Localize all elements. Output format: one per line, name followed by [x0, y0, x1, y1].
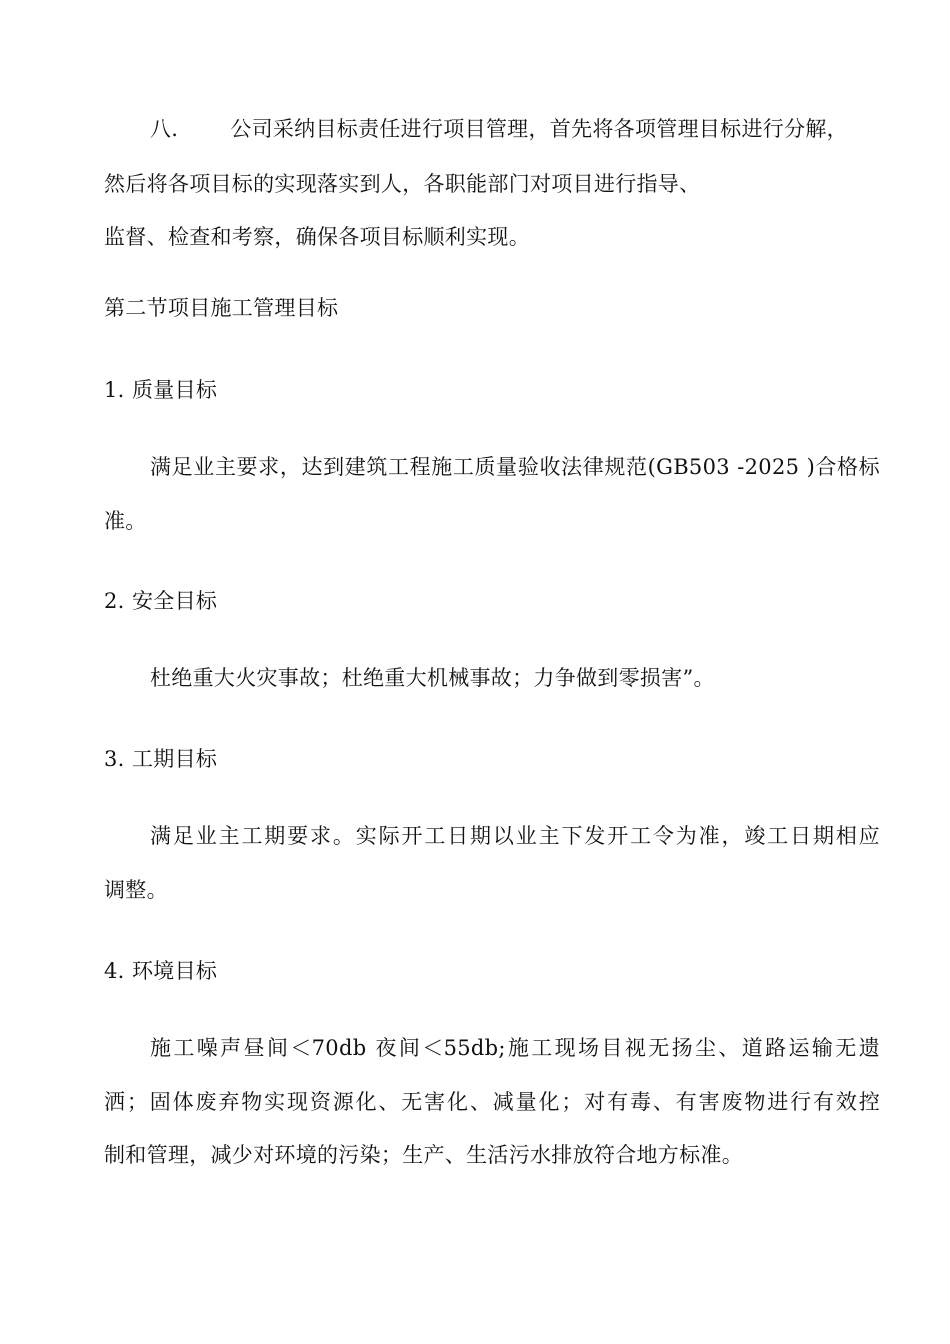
- item-4-line-1: 施工噪声昼间＜70db 夜间＜55db;施工现场目视无扬尘、道路运输无遗: [150, 1036, 880, 1060]
- item-number: 3.: [104, 747, 125, 771]
- item-3-line-2: 调整。: [104, 878, 168, 902]
- item-heading-3: [104, 744, 217, 774]
- item-number: 2.: [104, 589, 125, 613]
- item-number: 4.: [104, 959, 125, 983]
- section-title: 第二节项目施工管理目标: [104, 296, 339, 320]
- item-2-line-1: 杜绝重大火灾事故；杜绝重大机械事故；力争做到零损害”。: [150, 666, 715, 690]
- item-number: 1.: [104, 378, 125, 402]
- intro-line-1: [150, 114, 848, 144]
- item-4-line-2: 洒；固体废弃物实现资源化、无害化、减量化；对有毒、有害废物进行有效控: [104, 1090, 880, 1114]
- item-heading-1: [104, 375, 217, 405]
- item-title: 工期目标: [132, 747, 218, 771]
- intro-line-2: 然后将各项目标的实现落实到人，各职能部门对项目进行指导、: [104, 172, 701, 196]
- intro-text-1: 公司采纳目标责任进行项目管理，首先将各项管理目标进行分解，: [230, 117, 848, 141]
- intro-marker: 八.: [150, 117, 179, 141]
- item-heading-2: [104, 586, 217, 616]
- item-title: 安全目标: [132, 589, 218, 613]
- item-1-line-2: 准。: [104, 509, 147, 533]
- item-1-line-1: 满足业主要求，达到建筑工程施工质量验收法律规范(GB503 -2025 )合格标: [150, 455, 880, 479]
- item-heading-4: [104, 956, 217, 986]
- item-3-line-1: 满足业主工期要求。实际开工日期以业主下发开工令为准，竣工日期相应: [150, 824, 880, 848]
- item-4-line-3: 制和管理，减少对环境的污染；生产、生活污水排放符合地方标准。: [104, 1143, 743, 1167]
- intro-line-3: 监督、检查和考察，确保各项目标顺利实现。: [104, 225, 530, 249]
- item-title: 质量目标: [132, 378, 218, 402]
- item-title: 环境目标: [132, 959, 218, 983]
